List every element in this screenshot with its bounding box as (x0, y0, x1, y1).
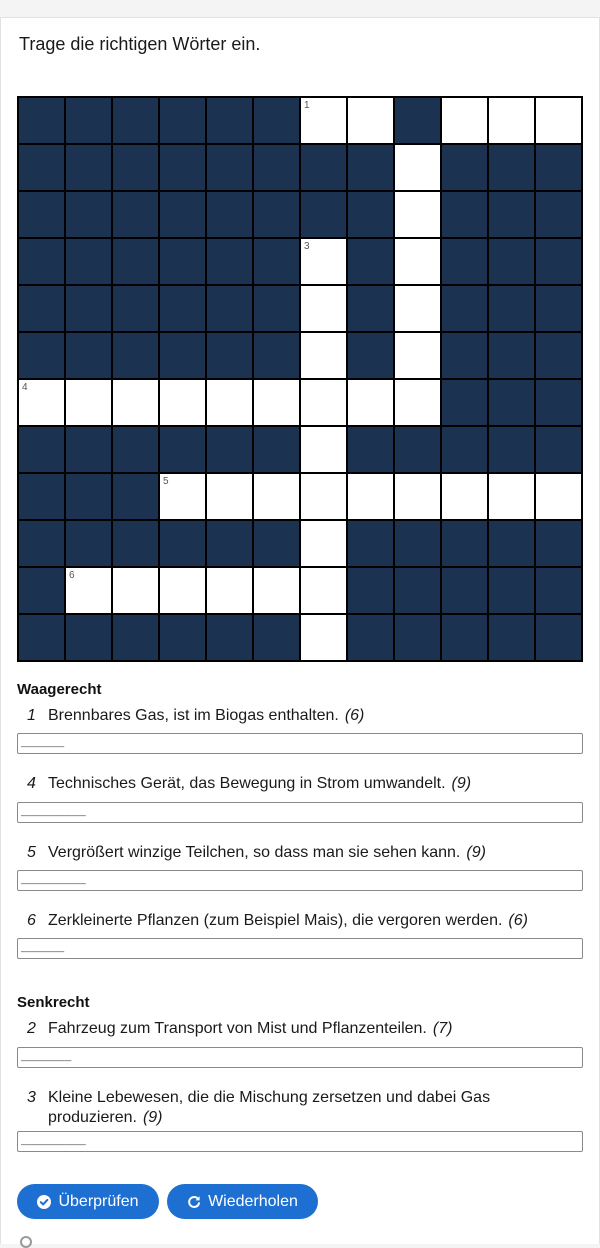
grid-block (160, 239, 205, 284)
grid-block (348, 192, 393, 237)
grid-cell[interactable] (301, 521, 346, 566)
grid-block (536, 333, 581, 378)
grid-block (160, 98, 205, 143)
grid-block (442, 568, 487, 613)
grid-cell[interactable] (160, 474, 205, 519)
clue-length: (7) (432, 1020, 453, 1037)
grid-cell[interactable] (207, 568, 252, 613)
answer-field-across-5[interactable]: _________ (17, 870, 583, 891)
grid-block (301, 145, 346, 190)
grid-block (113, 474, 158, 519)
clue-across-4 (17, 774, 583, 794)
grid-block (395, 98, 440, 143)
grid-cell[interactable] (301, 615, 346, 660)
clue-length: (9) (466, 844, 486, 861)
grid-block (254, 192, 299, 237)
grid-block (66, 333, 111, 378)
grid-cell[interactable] (536, 98, 581, 143)
grid-cell[interactable] (160, 568, 205, 613)
grid-block (66, 521, 111, 566)
grid-block (160, 192, 205, 237)
grid-block (113, 286, 158, 331)
grid-cell[interactable] (301, 474, 346, 519)
grid-block (19, 192, 64, 237)
grid-block (301, 192, 346, 237)
grid-block (113, 239, 158, 284)
grid-block (160, 521, 205, 566)
grid-block (207, 192, 252, 237)
grid-cell-number: 5 (163, 476, 169, 487)
clue-number: 5 (27, 844, 36, 861)
grid-block (348, 239, 393, 284)
grid-block (489, 239, 534, 284)
grid-block (254, 615, 299, 660)
redo-icon (187, 1195, 201, 1209)
retry-button-label: Wiederholen (208, 1192, 298, 1210)
grid-block (113, 521, 158, 566)
grid-block (19, 521, 64, 566)
grid-block (160, 286, 205, 331)
grid-cell[interactable] (254, 474, 299, 519)
grid-block (536, 380, 581, 425)
clue-length: (6) (344, 707, 365, 724)
across-title: Waagerecht (17, 681, 102, 698)
grid-block (489, 286, 534, 331)
grid-block (19, 98, 64, 143)
clue-down-3 (17, 1088, 497, 1128)
clue-down-2 (17, 1019, 583, 1039)
grid-block (348, 145, 393, 190)
clue-length: (9) (451, 775, 472, 792)
grid-block (489, 380, 534, 425)
grid-block (348, 333, 393, 378)
grid-block (113, 615, 158, 660)
grid-block (207, 333, 252, 378)
grid-cell[interactable] (301, 239, 346, 284)
clue-across-6 (17, 911, 583, 931)
grid-block (19, 145, 64, 190)
grid-cell[interactable] (301, 380, 346, 425)
grid-block (442, 427, 487, 472)
grid-block (536, 286, 581, 331)
answer-field-down-3[interactable]: _________ (17, 1131, 583, 1152)
retry-button[interactable] (167, 1184, 318, 1219)
grid-cell[interactable] (254, 568, 299, 613)
grid-block (489, 568, 534, 613)
clue-length: (9) (142, 1109, 163, 1126)
clue-number: 4 (27, 775, 36, 792)
grid-block (254, 239, 299, 284)
grid-block (113, 145, 158, 190)
grid-cell-number: 3 (304, 241, 310, 252)
grid-block (207, 286, 252, 331)
grid-cell[interactable] (113, 568, 158, 613)
grid-block (160, 615, 205, 660)
grid-block (536, 145, 581, 190)
grid-block (19, 474, 64, 519)
grid-block (19, 239, 64, 284)
answer-field-across-6[interactable]: ______ (17, 938, 583, 959)
grid-cell[interactable] (113, 380, 158, 425)
grid-cell[interactable] (348, 474, 393, 519)
clue-number: 6 (27, 912, 36, 929)
clue-across-1 (17, 706, 583, 726)
grid-block (66, 286, 111, 331)
grid-block (160, 145, 205, 190)
clue-text: Vergrößert winzige Teilchen, so dass man sie sehen kann. (48, 844, 461, 861)
grid-block (113, 98, 158, 143)
grid-block (442, 145, 487, 190)
grid-cell[interactable] (66, 380, 111, 425)
grid-block (19, 333, 64, 378)
grid-block (348, 427, 393, 472)
grid-cell[interactable] (207, 474, 252, 519)
grid-block (395, 615, 440, 660)
grid-cell-number: 1 (304, 100, 310, 111)
grid-cell[interactable] (489, 474, 534, 519)
grid-cell[interactable] (395, 286, 440, 331)
grid-block (254, 98, 299, 143)
grid-block (536, 239, 581, 284)
grid-cell[interactable] (348, 98, 393, 143)
grid-block (442, 192, 487, 237)
grid-block (536, 427, 581, 472)
clue-length: (6) (508, 912, 528, 929)
grid-cell[interactable] (442, 98, 487, 143)
grid-cell-number: 6 (69, 570, 75, 581)
grid-block (66, 239, 111, 284)
crossword-grid (17, 96, 583, 662)
grid-cell[interactable] (395, 380, 440, 425)
grid-block (348, 568, 393, 613)
grid-cell[interactable] (301, 98, 346, 143)
clue-text: Kleine Lebewesen, die die Mischung zersetzen und dabei Gas produzieren. (48, 1089, 491, 1126)
down-title: Senkrecht (17, 994, 90, 1011)
instruction-text: Trage die richtigen Wörter ein. (19, 34, 261, 54)
grid-cell[interactable] (160, 380, 205, 425)
grid-block (348, 286, 393, 331)
grid-block (113, 427, 158, 472)
grid-block (348, 615, 393, 660)
grid-block (66, 615, 111, 660)
grid-cell[interactable] (301, 427, 346, 472)
grid-block (536, 521, 581, 566)
check-circle-icon (37, 1195, 51, 1209)
grid-block (160, 333, 205, 378)
grid-block (66, 192, 111, 237)
grid-block (536, 568, 581, 613)
grid-block (66, 427, 111, 472)
grid-block (254, 427, 299, 472)
grid-block (536, 192, 581, 237)
grid-block (207, 239, 252, 284)
grid-cell[interactable] (442, 474, 487, 519)
grid-block (207, 145, 252, 190)
grid-cell[interactable] (395, 239, 440, 284)
grid-block (442, 615, 487, 660)
grid-block (489, 521, 534, 566)
grid-block (536, 615, 581, 660)
grid-block (348, 521, 393, 566)
grid-block (254, 333, 299, 378)
grid-block (207, 521, 252, 566)
grid-block (442, 521, 487, 566)
answer-field-across-1[interactable]: ______ (17, 733, 583, 754)
grid-block (66, 474, 111, 519)
grid-block (19, 568, 64, 613)
grid-cell[interactable] (348, 380, 393, 425)
grid-cell[interactable] (301, 333, 346, 378)
grid-block (254, 145, 299, 190)
grid-block (19, 286, 64, 331)
answer-field-across-4[interactable]: _________ (17, 802, 583, 823)
grid-block (489, 145, 534, 190)
grid-cell[interactable] (395, 145, 440, 190)
grid-block (489, 192, 534, 237)
grid-cell[interactable] (395, 192, 440, 237)
grid-cell[interactable] (19, 380, 64, 425)
grid-block (395, 568, 440, 613)
grid-cell[interactable] (489, 98, 534, 143)
grid-block (442, 380, 487, 425)
grid-block (442, 333, 487, 378)
grid-block (66, 145, 111, 190)
grid-cell[interactable] (395, 474, 440, 519)
grid-block (160, 427, 205, 472)
grid-cell[interactable] (536, 474, 581, 519)
grid-cell-number: 4 (22, 382, 28, 393)
partial-circle-icon (20, 1236, 32, 1248)
grid-block (254, 521, 299, 566)
grid-cell[interactable] (207, 380, 252, 425)
grid-block (395, 427, 440, 472)
grid-block (489, 427, 534, 472)
grid-block (19, 615, 64, 660)
clue-number: 3 (27, 1089, 36, 1106)
grid-block (113, 333, 158, 378)
grid-cell[interactable] (66, 568, 111, 613)
grid-block (442, 286, 487, 331)
grid-cell[interactable] (254, 380, 299, 425)
grid-block (207, 98, 252, 143)
clue-number: 2 (27, 1020, 36, 1037)
grid-block (489, 615, 534, 660)
check-button-label: Überprüfen (58, 1192, 139, 1210)
clue-text: Technisches Gerät, das Bewegung in Strom umwandelt. (48, 775, 446, 792)
grid-block (254, 286, 299, 331)
grid-block (207, 427, 252, 472)
grid-cell[interactable] (395, 333, 440, 378)
clue-across-5 (17, 843, 583, 863)
grid-block (395, 521, 440, 566)
grid-cell[interactable] (301, 568, 346, 613)
grid-cell[interactable] (301, 286, 346, 331)
grid-block (442, 239, 487, 284)
grid-block (113, 192, 158, 237)
grid-block (19, 427, 64, 472)
answer-field-down-2[interactable]: _______ (17, 1047, 583, 1068)
clue-text: Zerkleinerte Pflanzen (zum Beispiel Mais), die vergoren werden. (48, 912, 503, 929)
grid-block (489, 333, 534, 378)
grid-block (207, 615, 252, 660)
clue-text: Fahrzeug zum Transport von Mist und Pflanzenteilen. (48, 1020, 427, 1037)
clue-number: 1 (27, 707, 36, 724)
clue-text: Brennbares Gas, ist im Biogas enthalten. (48, 707, 339, 724)
check-button[interactable] (17, 1184, 159, 1219)
grid-block (66, 98, 111, 143)
